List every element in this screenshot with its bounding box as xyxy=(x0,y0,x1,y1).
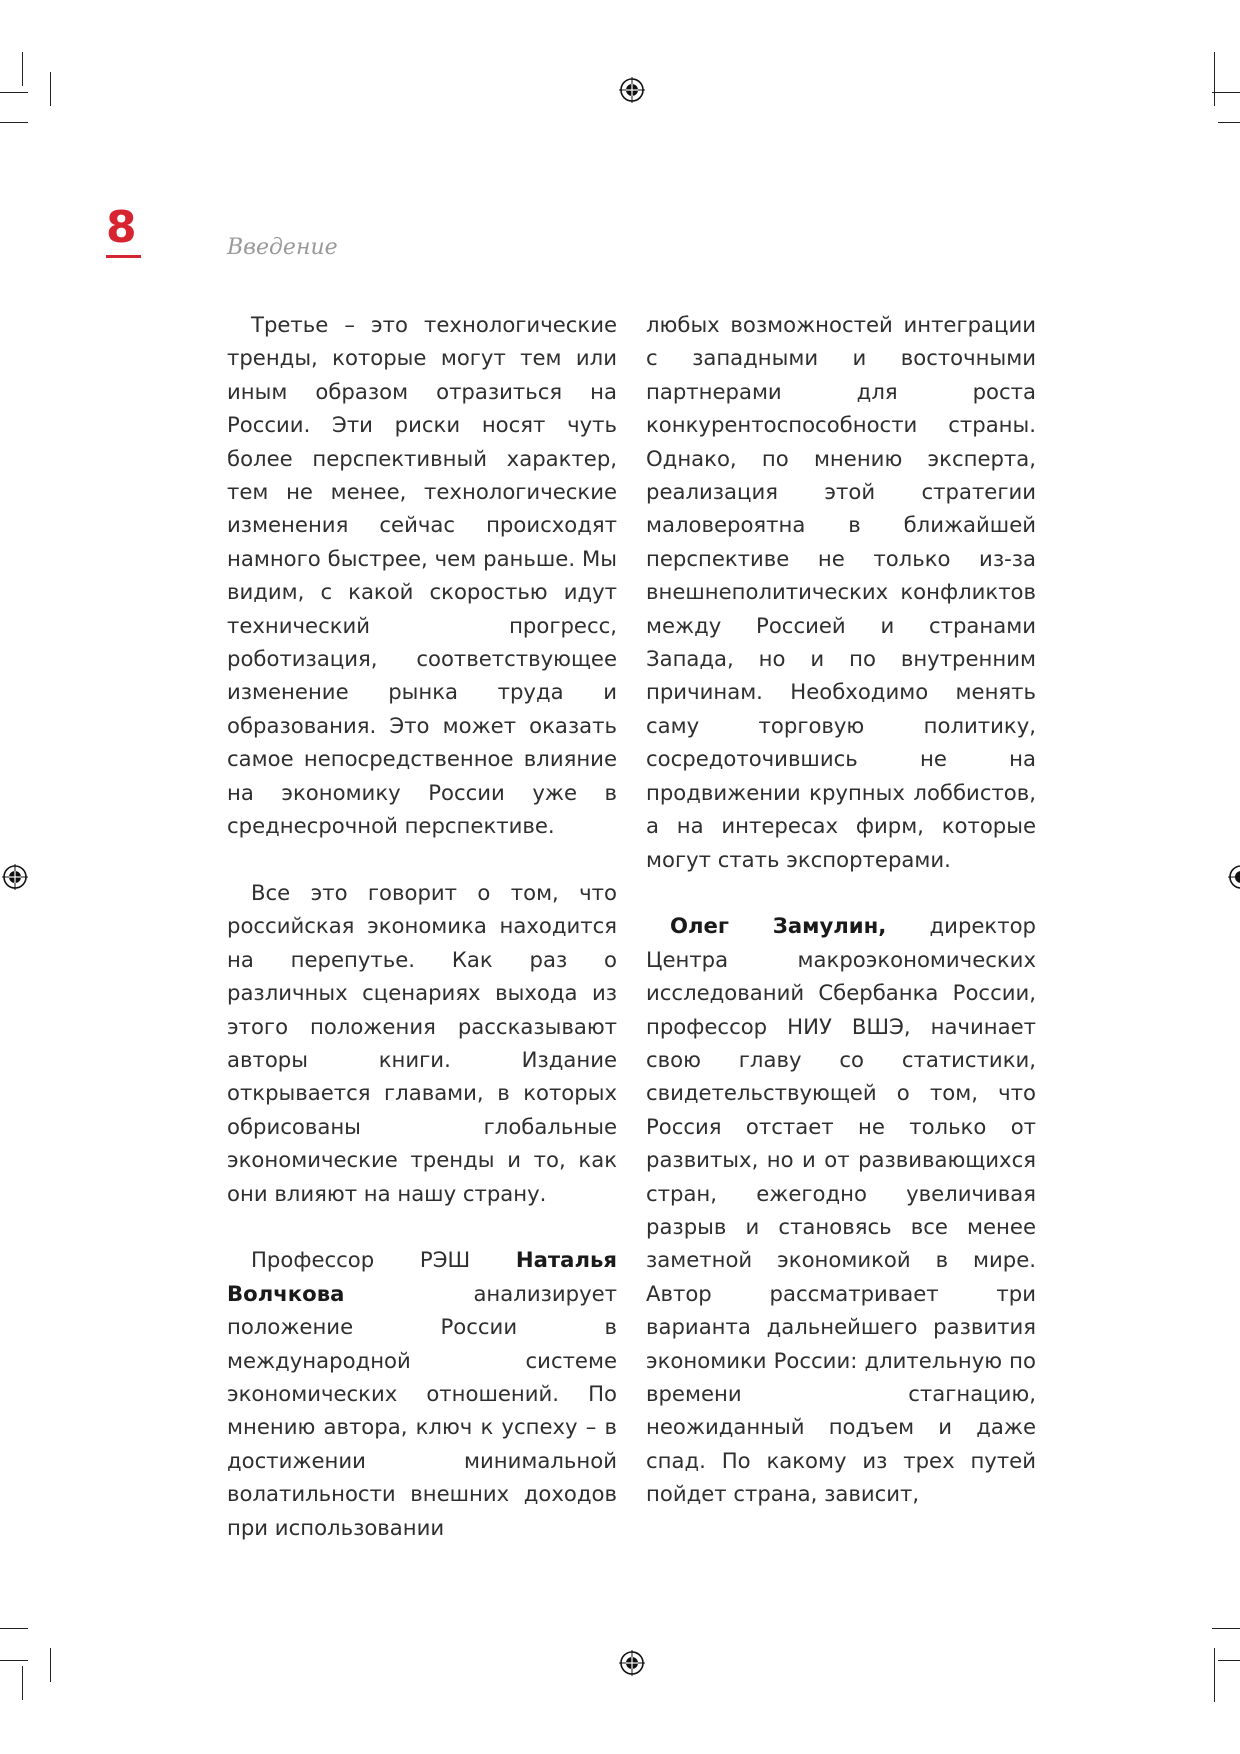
crop-mark-top-right-v1 xyxy=(1214,52,1215,106)
crop-mark-top-right-h2 xyxy=(1218,122,1240,123)
crop-mark-bottom-right-v1 xyxy=(1214,1648,1215,1702)
paragraph-lead: Профессор РЭШ xyxy=(251,1247,516,1273)
crop-mark-top-right-h xyxy=(1212,92,1240,93)
crop-mark-bottom-left-v1 xyxy=(22,1666,23,1700)
crop-mark-bottom-right-h2 xyxy=(1218,1660,1240,1661)
crop-mark-top-left-v2 xyxy=(50,72,51,106)
crop-mark-top-left-h xyxy=(0,92,28,93)
paragraph-integration-continued xyxy=(646,308,1036,876)
crop-mark-bottom-right-h xyxy=(1212,1628,1240,1629)
registration-mark-bottom-icon xyxy=(619,1650,645,1676)
paragraph-zamulin xyxy=(646,909,1036,1510)
paragraph-volchkova xyxy=(227,1243,617,1544)
page-number-underline xyxy=(106,255,141,258)
registration-mark-right-icon xyxy=(1228,864,1240,890)
paragraph-text: любых возможностей интеграции с западными и восточными партнерами для роста конкурентоспособности страны. Однако, по мнению эксперта, реализация этой стратегии маловероятна в ближайшей перспективе не только из-за внешнеполитических конфликтов между Россией и странами Запада, но и по внутренним причинам. Необходимо менять саму торговую политику, сосредоточившись не на продвижении крупных лоббистов, а на интересах фирм, которые могут стать экспортерами. xyxy=(646,312,1036,872)
author-name-volchkova: Наталья Волчкова xyxy=(227,1247,617,1306)
crop-mark-bottom-left-h xyxy=(0,1628,28,1629)
crop-mark-bottom-left-v2 xyxy=(50,1648,51,1682)
section-title: Введение xyxy=(227,235,338,260)
left-column xyxy=(227,308,617,1544)
crop-mark-top-left-h2 xyxy=(0,122,28,123)
page-number: 8 xyxy=(106,202,137,253)
registration-mark-top-icon xyxy=(619,77,645,103)
crop-mark-top-left-v1 xyxy=(22,52,23,86)
paragraph-text: анализирует положение России в международной системе экономических отношений. По мнению автора, ключ к успеху – в достижении минимальной волатильности внешних доходов при использовании xyxy=(227,1280,617,1540)
paragraph-crossroads xyxy=(227,876,617,1210)
paragraph-technology-trends xyxy=(227,308,617,843)
paragraph-text: Все это говорит о том, что российская экономика находится на перепутье. Как раз о различных сценариях выхода из этого положения рассказывают авторы книги. Издание открывается главами, в которых обрисованы глобальные экономические тренды и то, как они влияют на нашу страну. xyxy=(227,879,617,1206)
right-column xyxy=(646,308,1036,1511)
paragraph-text: директор Центра макроэкономических исследований Сбербанка России, профессор НИУ ВШЭ, начинает свою главу со статистики, свидетельствующей о том, что Россия отстает не только от развитых, но и от развивающихся стран, ежегодно увеличивая разрыв и становясь все менее заметной экономикой в мире. Автор рассматривает три варианта дальнейшего развития экономики России: длительную по времени стагнацию, неожиданный подъем и даже спад. По какому из трех путей пойдет страна, зависит, xyxy=(646,913,1036,1507)
crop-mark-bottom-left-h2 xyxy=(0,1660,28,1661)
paragraph-text: Третье – это технологические тренды, которые могут тем или иным образом отразиться на России. Эти риски носят чуть более перспективный характер, тем не менее, технологические изменения сейчас происходят намного быстрее, чем раньше. Мы видим, с какой скоростью идут технический прогресс, роботизация, соответствующее изменение рынка труда и образования. Это может оказать самое непосредственное влияние на экономику России уже в среднесрочной перспективе. xyxy=(227,312,617,839)
registration-mark-left-icon xyxy=(2,864,28,890)
author-name-zamulin: Олег Замулин, xyxy=(670,913,887,939)
